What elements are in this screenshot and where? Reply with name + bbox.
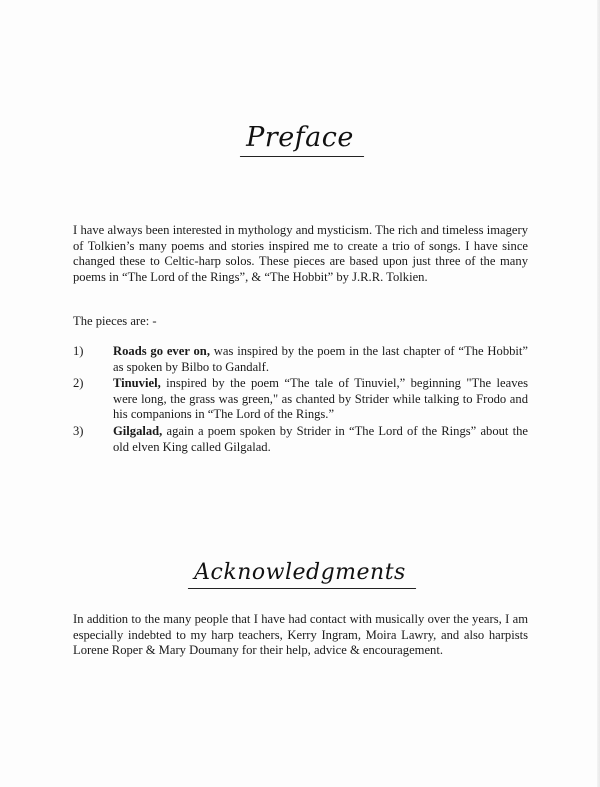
list-item-body (113, 344, 528, 375)
list-item (73, 424, 528, 455)
list-item-title: Tinuviel, (113, 376, 161, 391)
list-item-body (113, 376, 528, 423)
list-item-number: 2) (73, 376, 84, 391)
list-item (73, 344, 528, 375)
preface-heading (0, 122, 600, 157)
list-item-title: Roads go ever on, (113, 344, 210, 358)
preface-intro-paragraph: I have always been interested in mythology and mysticism. The rich and timeless imagery of Tolkien’s many poems and stories inspired me to create a trio of songs. I have since changed these to Celtic-harp solos. These pieces are based upon just three of the many poems in “The Lord of the Rings”, & “The Hobbit” by J.R.R. Tolkien. (73, 223, 528, 284)
acknowledgments-heading-text: Acknowledgments (194, 560, 406, 589)
acknowledgments-heading (0, 560, 600, 589)
list-item-number: 1) (73, 344, 84, 358)
list-item-number: 3) (73, 423, 84, 438)
pieces-intro-line: The pieces are: - (73, 314, 157, 328)
list-item (73, 376, 528, 423)
list-item-text: inspired by the poem “The tale of Tinuviel,” beginning "The leaves were long, the grass was green," as chanted by Strider while talking to Frodo and his companions in “The Lord of the Rings.” (113, 376, 528, 422)
list-item-text: again a poem spoken by Strider in “The Lord of the Rings” about the old elven King called Gilgalad. (113, 423, 528, 454)
acknowledgments-paragraph: In addition to the many people that I have had contact with musically over the years, I am especially indebted to my harp teachers, Kerry Ingram, Moira Lawry, and also harpists Lorene Roper & Mary Doumany for their help, advice & encouragement. (73, 612, 528, 658)
list-item-body (113, 424, 528, 455)
pieces-list (73, 344, 528, 456)
list-item-title: Gilgalad, (113, 423, 163, 438)
preface-heading-text: Preface (246, 122, 354, 157)
list-item-text: was inspired by the poem in the last chapter of “The Hobbit” as spoken by Bilbo to Gandalf. (113, 344, 529, 374)
